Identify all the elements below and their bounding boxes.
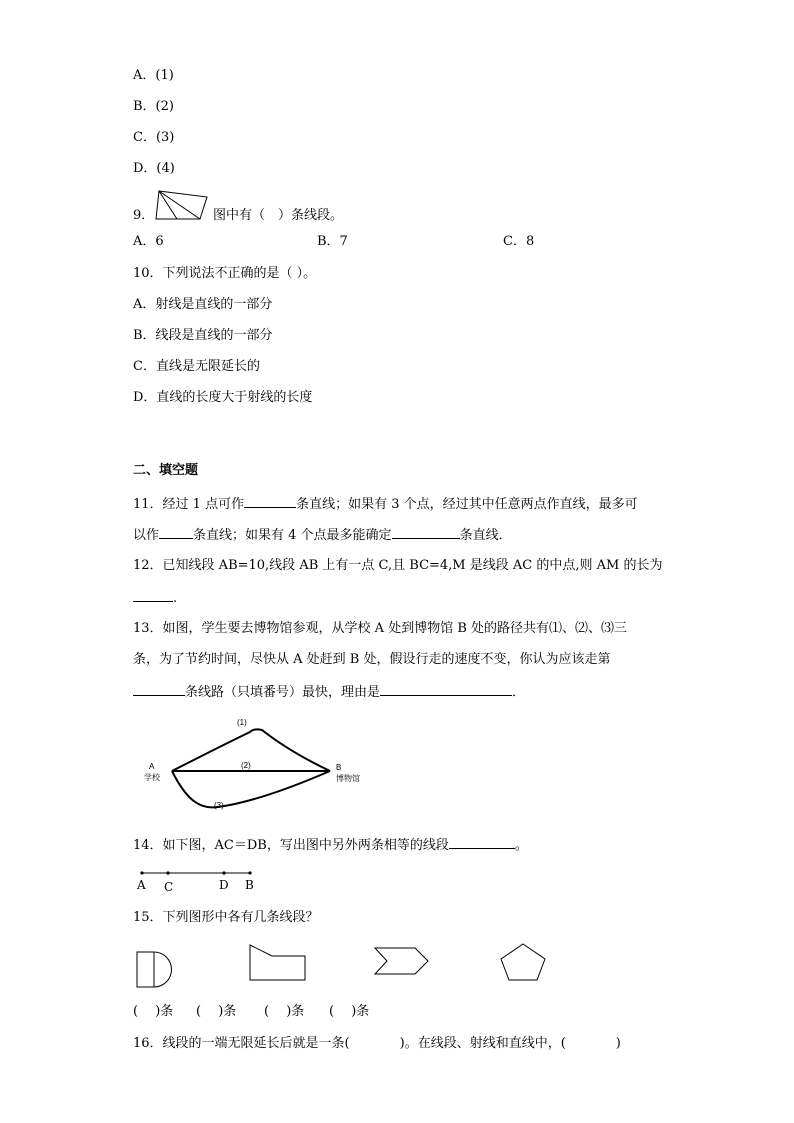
q10-option-d: D．直线的长度大于射线的长度 — [133, 390, 313, 405]
label-b: B — [336, 763, 342, 772]
q8-option-c: C．(3) — [133, 130, 175, 145]
q9-question: 图中有（ ）条线段。 — [213, 208, 344, 223]
label-school: 学校 — [144, 773, 160, 782]
point-c-label: C — [164, 880, 174, 894]
route-3 — [172, 771, 330, 807]
point-a-label: A — [137, 878, 146, 892]
q15-answer-3[interactable]: ( )条 — [264, 1004, 305, 1019]
q14-segment-figure — [134, 866, 264, 892]
q12-blank[interactable] — [133, 589, 173, 602]
q12-end: . — [173, 591, 178, 606]
q9-option-a: A．6 — [133, 234, 164, 249]
q11-text-e: 条直线． — [459, 528, 512, 543]
label-a: A — [149, 762, 155, 771]
q13-blank-1[interactable] — [133, 683, 185, 696]
q13-text-a: 条线路（只填番号）最快，理由是 — [185, 685, 381, 700]
q10-option-a: A．射线是直线的一部分 — [133, 297, 273, 312]
q13-line2: 条，为了节约时间，尽快从 A 处赶到 B 处，假设行走的速度不变，你认为应该走第 — [133, 652, 611, 667]
q8-option-b: B．(2) — [133, 99, 174, 114]
shape-notched-rect — [248, 944, 308, 982]
label-path-3: (3) — [214, 801, 224, 810]
q16-line — [133, 1036, 621, 1052]
q13-text-b: ． — [512, 685, 526, 700]
q16-text-b: )。在线段、射线和直线中，( — [399, 1036, 566, 1051]
shape-d — [136, 951, 174, 989]
label-path-1: (1) — [237, 718, 247, 727]
q15-answer-1[interactable]: ( )条 — [133, 1004, 174, 1019]
q11-text-c: 以作 — [133, 528, 160, 543]
q11-line1 — [133, 495, 638, 513]
q16-text-a: 16．线段的一端无限延长后就是一条( — [133, 1036, 350, 1051]
q14-line — [133, 836, 528, 854]
q13-route-figure — [140, 712, 380, 816]
q13-line3 — [133, 683, 525, 701]
q9-figure — [155, 188, 211, 222]
q12-line1: 12．已知线段 AB=10,线段 AB 上有一点 C,且 BC=4,M 是线段 AC 的中点,则 AM 的长为 — [133, 558, 663, 573]
point-d-label: D — [219, 878, 229, 892]
q15-stem: 15．下列图形中各有几条线段？ — [133, 910, 319, 925]
label-path-2: (2) — [241, 761, 251, 770]
q10-option-c: C．直线是无限延长的 — [133, 359, 260, 374]
q9-number: 9． — [133, 208, 155, 223]
shape-pentagon — [499, 942, 547, 982]
q15-answer-2[interactable]: ( )条 — [196, 1004, 237, 1019]
q9-option-c: C．8 — [503, 234, 535, 249]
section-title: 二、填空题 — [133, 463, 199, 478]
q11-text-b: 条直线；如果有 3 个点，经过其中任意两点作直线，最多可 — [296, 497, 638, 512]
q13-line1: 13．如图，学生要去博物馆参观，从学校 A 处到博物馆 B 处的路径共有⑴、⑵、⑶三 — [133, 621, 628, 636]
point-b-label: B — [245, 878, 254, 892]
q12-line2 — [133, 589, 177, 607]
q11-blank-3[interactable] — [392, 526, 460, 539]
q8-option-d: D．(4) — [133, 161, 175, 176]
q11-blank-2[interactable] — [159, 526, 193, 539]
label-museum: 博物馆 — [336, 774, 360, 783]
q11-text-a: 11．经过 1 点可作 — [133, 497, 245, 512]
q14-blank[interactable] — [449, 836, 515, 849]
q11-blank-1[interactable] — [244, 495, 296, 508]
q16-text-c: ) — [615, 1036, 621, 1051]
q14-text-b: 。 — [514, 838, 528, 853]
q9-option-b: B．7 — [317, 234, 348, 249]
q11-text-d: 条直线；如果有 4 个点最多能确定 — [193, 528, 392, 543]
q10-option-b: B．线段是直线的一部分 — [133, 328, 273, 343]
q14-text-a: 14．如下图，AC＝DB，写出图中另外两条相等的线段 — [133, 838, 449, 853]
route-1 — [172, 729, 330, 771]
q10-stem: 10．下列说法不正确的是（ ）。 — [133, 266, 317, 281]
q11-line2 — [133, 526, 512, 544]
q8-option-a: A．(1) — [133, 68, 174, 83]
q13-blank-2[interactable] — [380, 683, 512, 696]
q15-answer-4[interactable]: ( )条 — [329, 1004, 370, 1019]
shape-chevron — [373, 946, 431, 976]
